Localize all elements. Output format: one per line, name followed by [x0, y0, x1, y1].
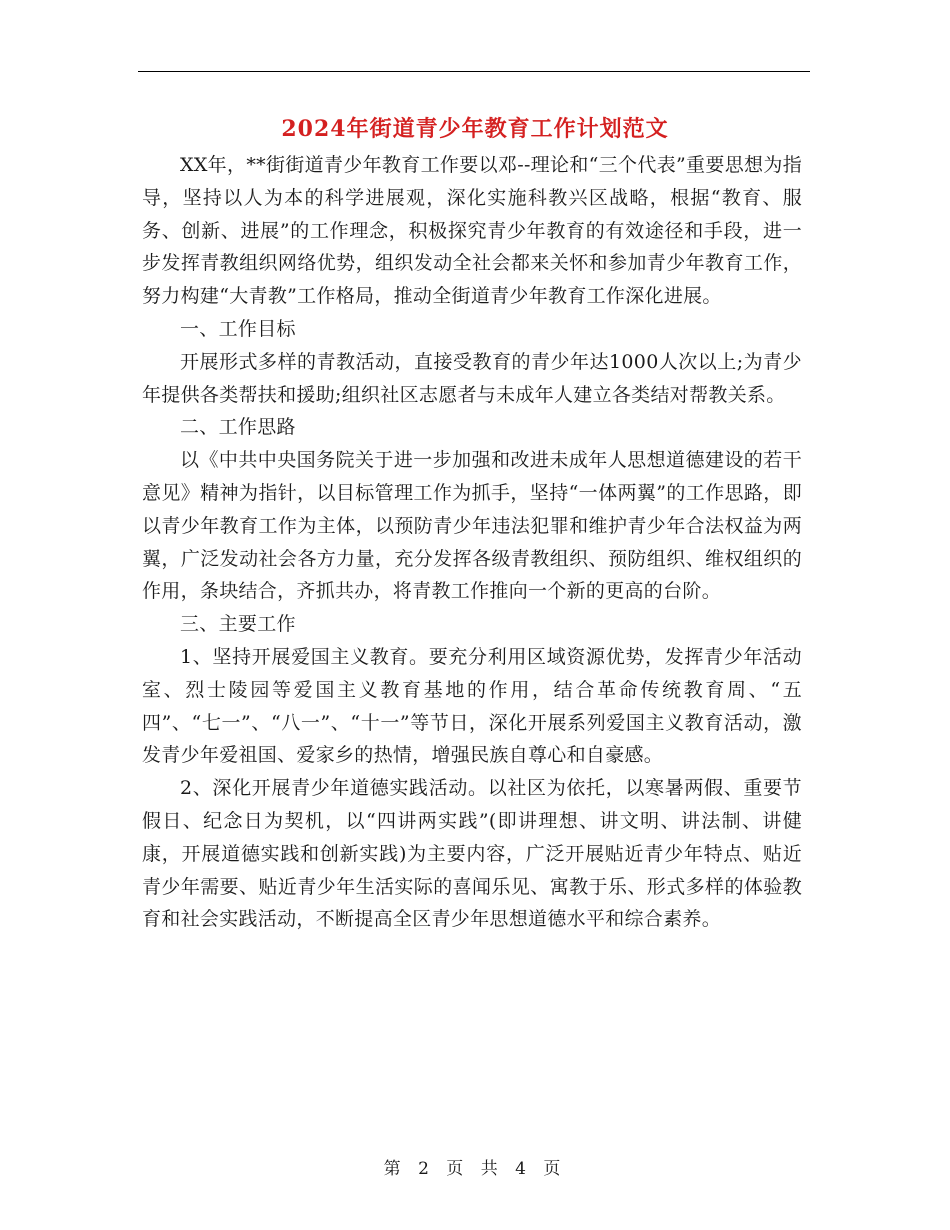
- section-heading-main-work: 三、主要工作: [180, 613, 296, 636]
- approach-paragraph: 以《中共中央国务院关于进一步加强和改进未成年人思想道德建设的若干意见》精神为指针，以目标管理工作为抓手，坚持“一体两翼”的工作思路，即以青少年教育工作为主体，以预防青少年违法犯罪和维护青少年合法权益为两翼，广泛发动社会各方力量，充分发挥各级青教组织、预防组织、维权组织的作用，条块结合，齐抓共办，将青教工作推向一个新的更高的台阶。: [142, 449, 802, 603]
- section-heading-goals: 一、工作目标: [180, 317, 296, 340]
- intro-paragraph: XX年，**街街道青少年教育工作要以邓--理论和“三个代表”重要思想为指导，坚持以人为本的科学进展观，深化实施科教兴区战略，根据“教育、服务、创新、进展”的工作理念，积极探究青少年教育的有效途径和手段，进一步发挥青教组织网络优势，组织发动全社会都来关怀和参加青少年教育工作，努力构建“大青教”工作格局，推动全街道青少年教育工作深化进展。: [142, 154, 802, 308]
- page-number: 第 2 页 共 4 页: [383, 1159, 567, 1179]
- goals-paragraph: 开展形式多样的青教活动，直接受教育的青少年达1000人次以上;为青少年提供各类帮扶和援助;组织社区志愿者与未成年人建立各类结对帮教关系。: [142, 350, 802, 406]
- main-work-item-1: 1、坚持开展爱国主义教育。要充分利用区域资源优势，发挥青少年活动室、烈士陵园等爱国主义教育基地的作用，结合革命传统教育周、“五四”、“七一”、“八一”、“十一”等节日，深化开展系列爱国主义教育活动，激发青少年爱祖国、爱家乡的热情，增强民族自尊心和自豪感。: [142, 645, 802, 767]
- document-title: 2024年街道青少年教育工作计划范文: [281, 116, 669, 142]
- document-body: [142, 149, 802, 936]
- header-rule: [138, 71, 810, 72]
- section-heading-approach: 二、工作思路: [180, 416, 296, 439]
- main-work-item-2: 2、深化开展青少年道德实践活动。以社区为依托，以寒暑两假、重要节假日、纪念日为契机，以“四讲两实践”(即讲理想、讲文明、讲法制、讲健康，开展道德实践和创新实践)为主要内容，广泛开展贴近青少年特点、贴近青少年需要、贴近青少年生活实际的喜闻乐见、寓教于乐、形式多样的体验教育和社会实践活动，不断提高全区青少年思想道德水平和综合素养。: [142, 777, 802, 931]
